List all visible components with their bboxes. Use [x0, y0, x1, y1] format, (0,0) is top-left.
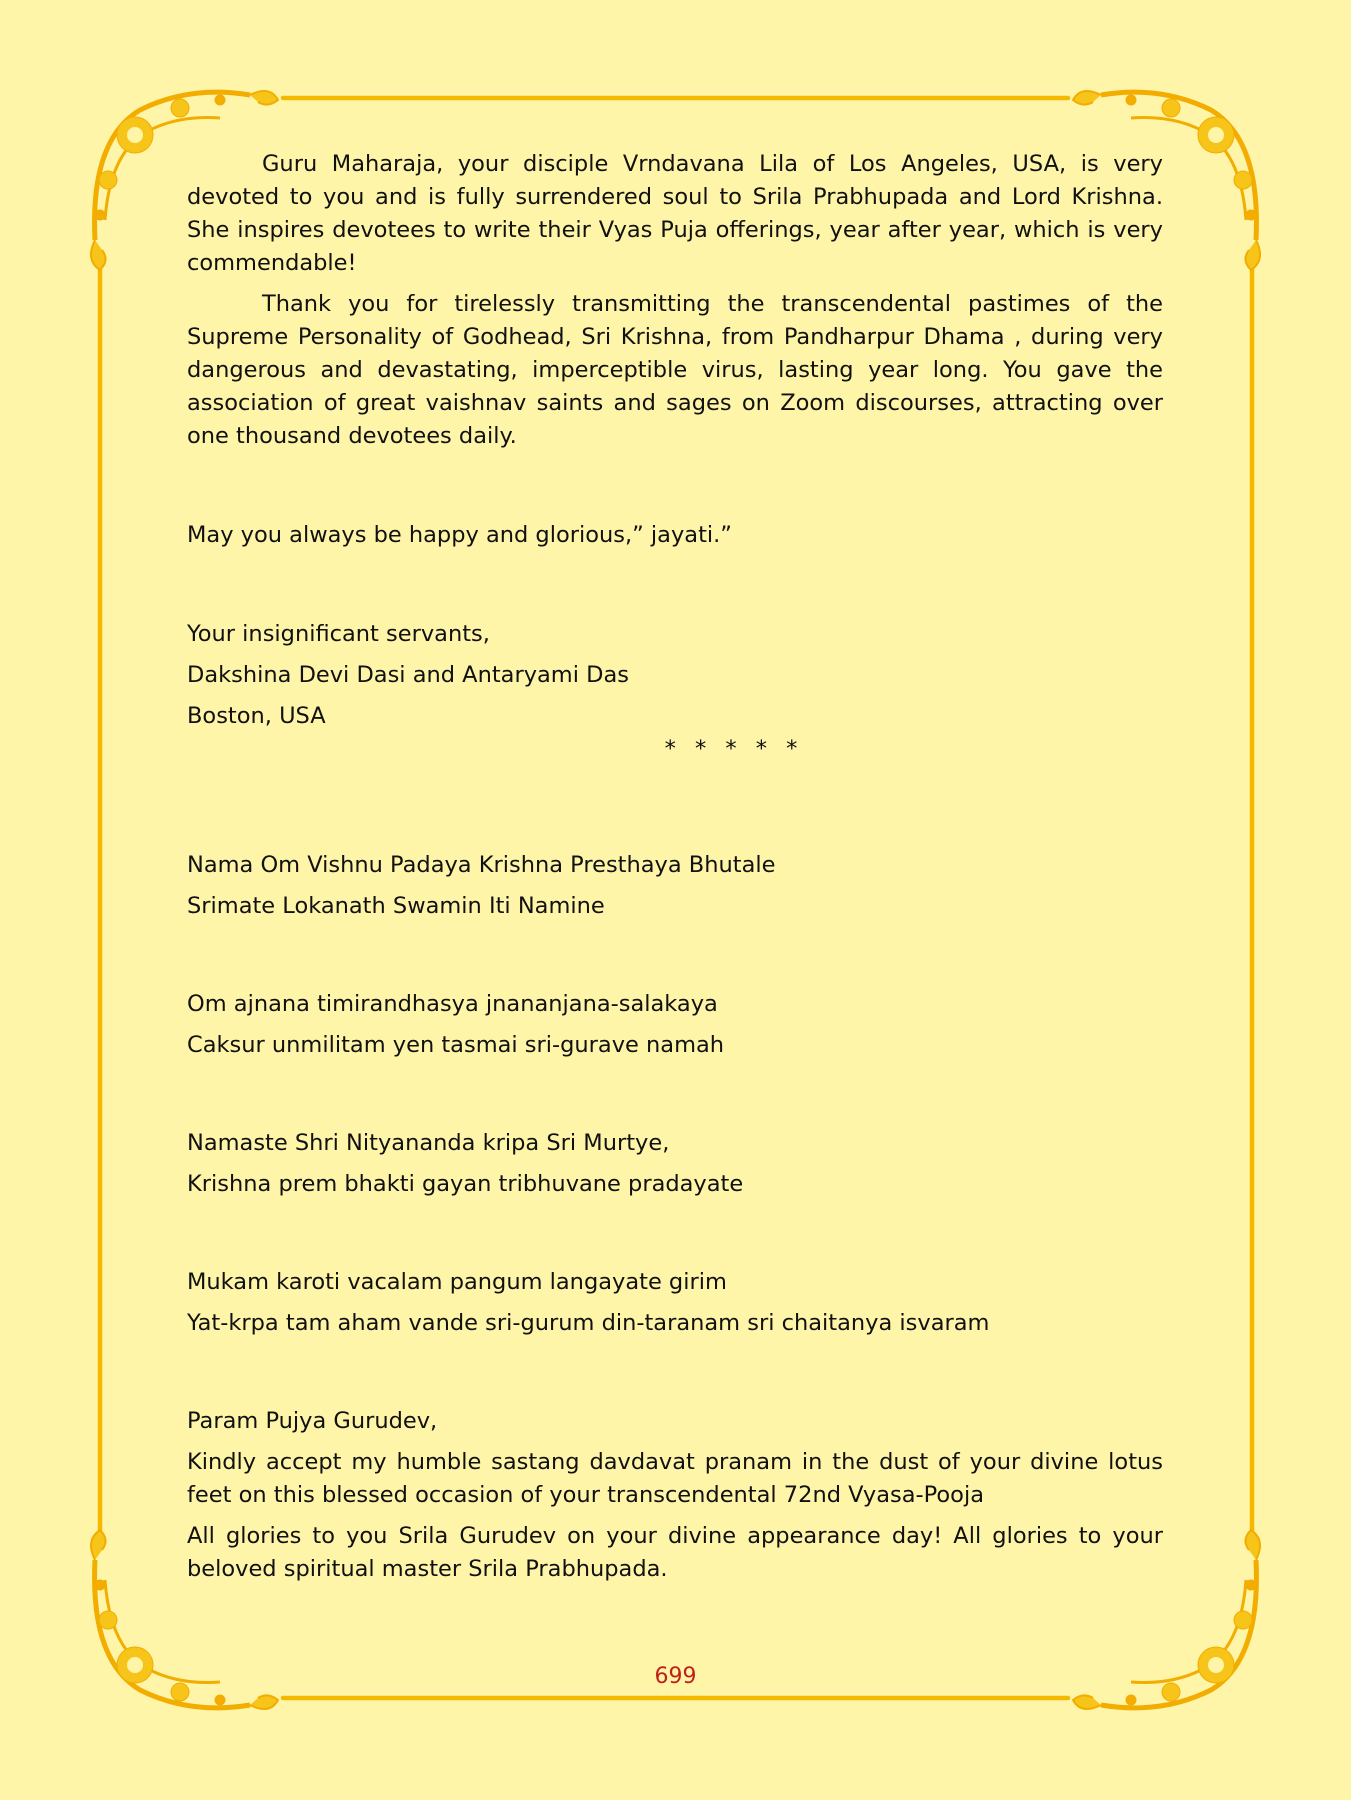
verse-4-line-2: Yat-krpa tam aham vande sri-gurum din-taranam sri chaitanya isvaram [187, 1310, 990, 1336]
offering-salutation: Param Pujya Gurudev, [187, 1408, 438, 1434]
paragraph-disciple: Guru Maharaja, your disciple Vrndavana Lila of Los Angeles, USA, is very devoted to you and is fully surrendered soul to Srila Prabhupada and Lord Krishna. She inspires devotees to write their Vyas Puja offerings, year after year, which is very commendable! [187, 151, 1163, 276]
section-separator: * * * * * [664, 736, 804, 762]
offering-paragraph-1: Kindly accept my humble sastang davdavat pranam in the dust of your divine lotus feet on this blessed occasion of your transcendental 72nd Vyasa-Pooja [187, 1449, 1163, 1508]
signature-location: Boston, USA [187, 703, 326, 729]
signature-closing: Your insignificant servants, [187, 621, 490, 647]
offering-paragraph-2: All glories to you Srila Gurudev on your divine appearance day! All glories to your beloved spiritual master Srila Prabhupada. [187, 1523, 1163, 1582]
verse-2-line-1: Om ajnana timirandhasya jnananjana-salakaya [187, 991, 718, 1017]
paragraph-thanks: Thank you for tirelessly transmitting the transcendental pastimes of the Supreme Personality of Godhead, Sri Krishna, from Pandharpur Dhama , during very dangerous and devastating, imperceptible virus, lasting year long. You gave the association of great vaishnav saints and sages on Zoom discourses, attracting over one thousand devotees daily. [187, 291, 1163, 449]
verse-3-line-1: Namaste Shri Nityananda kripa Sri Murtye, [187, 1130, 670, 1156]
signature-names: Dakshina Devi Dasi and Antaryami Das [187, 662, 629, 688]
page-number: 699 [654, 1664, 697, 1689]
verse-3-line-2: Krishna prem bhakti gayan tribhuvane pradayate [187, 1171, 744, 1197]
letter-body [187, 148, 1163, 1586]
verse-2-line-2: Caksur unmilitam yen tasmai sri-gurave namah [187, 1032, 725, 1058]
verse-4-line-1: Mukam karoti vacalam pangum langayate girim [187, 1269, 727, 1295]
verse-1-line-1: Nama Om Vishnu Padaya Krishna Presthaya Bhutale [187, 852, 776, 878]
paragraph-blessing: May you always be happy and glorious,” jayati.” [187, 522, 732, 548]
verse-1-line-2: Srimate Lokanath Swamin Iti Namine [187, 893, 605, 919]
